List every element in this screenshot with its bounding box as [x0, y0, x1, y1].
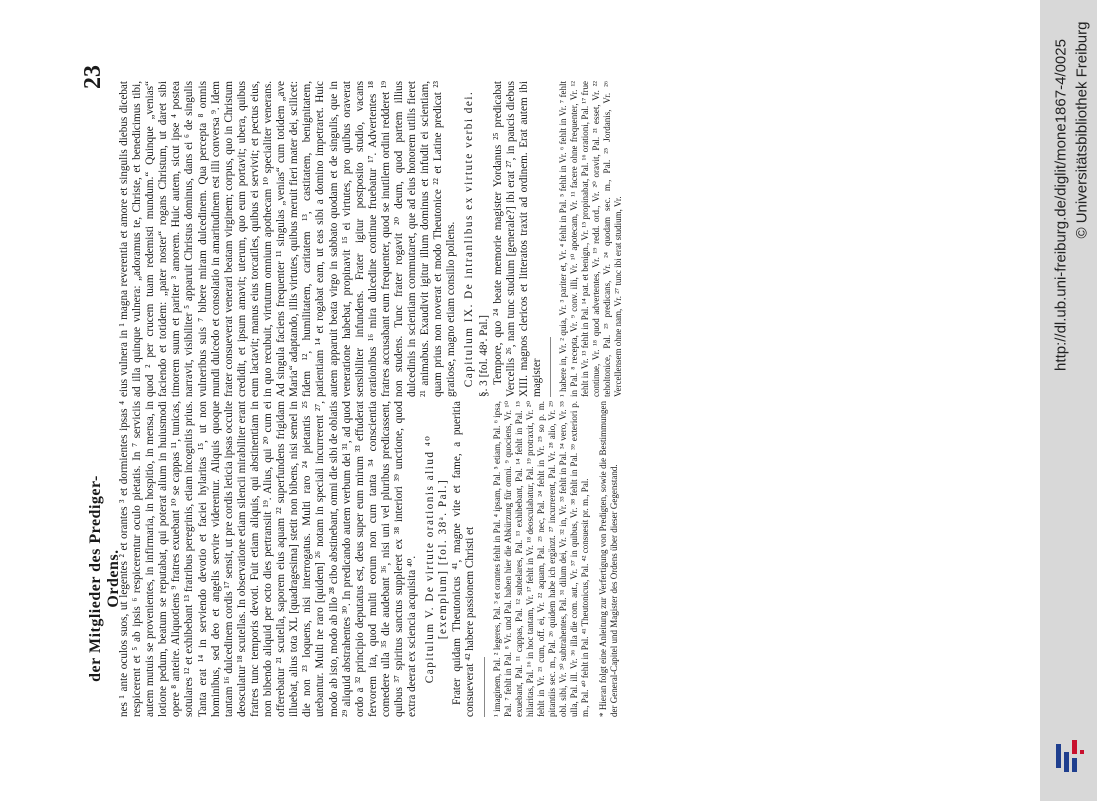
left-footnotes: ¹ imaginem, Pal. ² legeres, Pal. ³ et orantes fehlt in Pal. ⁴ ipsam, Pal. ⁵ etiam, Pal. ⁶ ipsa, Pal. ⁷ fehlt in Pal. ⁸ Vr. und Pal. haben hier die Abkürzung für omni. ⁹ quociens, Vr. ¹⁰ exuebant, Pal. ¹¹ cappas, Pal. ¹² subtelares, Pal. ¹³ exhibebant, Pal. ¹⁴ fehlt in Pal. ¹⁵ hilaritas, Pal. ¹⁶ in hoc tantam, Vr. ¹⁷ fehlt in Vr. ¹⁸ deosculabatur, Pal. ¹⁹ protraxit, Vr. ²⁰ fehlt in Vr. ²¹ cum, off. ei, Vr. ²² aquam, Pal. ²³ nec, Pal. ²⁴ fehlt in Vr. ²⁵ so p. m. pitantiis sec. m., Pal. ²⁶ quidem habe ich ergänzt. ²⁷ incurrerent, Pal. Vr. ²⁸ alio, Vr. ²⁹ obl. sibi, Vr. ³⁰ subtrahentes, Pal. ³¹ dilum dei, Vr. ³² in, Vr. ³³ fehlt in Pal. ³⁴ vero, Vr. ³⁵ ulla, Pal. ill. Vr. ³⁶ illa die com. aut., Vr. ³⁷ in quibus, Vr. ³⁸ fehlt in Pal. ³⁹ exteriori p. m., Pal. ⁴⁰ fehlt in Pal. ⁴¹ Theutonicus, Pal. ⁴² consuesit pr. m., Pal.: [491, 401, 590, 717]
left-paragraph: nes ¹ ante oculos suos, ut legentes ² et orantes ³ et dormientes ipsas ⁴ respicerent et ⁵ ab ipsis ⁶ respicerentur oculo pietatis. In ⁷ serviciis autem mutuis se provenientes, in infirmaria, in hospitio, in mensa, in lotione pedum, beatum se reputabat, qui poterat alium in huiusmodi opere ⁸ anteire. Aliquotiens ⁹ fratres exuebant ¹⁰ se cappas ¹¹, tunicas, sotulares ¹² et exhibebant ¹³ fratribus peregrinis, etiam incognitis prius. Tanta erat ¹⁴ in serviendo devotio et faciei hylaritas ¹⁵, ut non hominibus, sed deo et angelis servire viderentur. Aliquis quoque tantam ¹⁶ dulcedinem cordis ¹⁷ sensit, ut pre cordis leticia ipsas occulte deosculatur ¹⁸ scutellas. In observatione etiam silencii mirabiliter erant fratres tunc temporis devoti. Fuit etiam aliquis, qui abstinentiam in non bibendo aliquid per octo dies pertransiit ¹⁹. Alius, qui ²⁰ cum ei offerebatur ²¹ scutella, saporem eius aquam ²² superfundens frigidam illuebat, alius tota XL [quadragesima] stetit non bibens, nisi semel in die non ²³ loquens, nisi interrogatus. Multi raro ²⁴ pietantis ²⁵ utebantur. Multi ne raro [quidem] ²⁶ notam in speciali incurrerent ²⁷, modo ab isto, modo ab illo ²⁸ cibo abstinebant, omni die sibi de oblatis ²⁹ aliquid abstrahentes ³⁰. In predicando autem verbum dei ³¹, ad quod ordo a ³² principio deputatus est, deus super eum mirum ³³ effuderat fervorem ita, quod multi eorum non cum tanta ³⁴ conscientia comedere ulla ³⁵ die audebant ³⁶, nisi uni vel pluribus predicassent, quibus ³⁷ spiritus sanctus suppleret ex ³⁸ interiori ³⁹ unctione, quod extra deerat ex sciencia acquisita ⁴⁰.: [118, 401, 419, 717]
footnote-separator: [484, 657, 485, 717]
page-number: 23: [80, 65, 106, 89]
right-column: [118, 81, 918, 397]
left-note: * Hieran folgt eine Anleitung zur Verfertigung von Predigten, sowie die Bestimmungen der General-Capitel und Magister des Ordens über dieser Gegenstand.: [597, 401, 619, 717]
library-sidebar: [1040, 0, 1097, 801]
footnote-separator: [550, 337, 551, 397]
chapter-title-v: Capitulum V. De virtute orationis aliud ⁴⁰ [exemplum] [fol. 38ᵃ. Pal.]: [424, 434, 450, 684]
chapter-ix-ref: §. 3 [fol. 48ᵃ. Pal.]: [477, 315, 490, 397]
permalink-url[interactable]: http://dl.ub.uni-freiburg.de/diglit/mone1867-4/0025: [1052, 38, 1069, 371]
copyright-notice: © Universitätsbibliothek Freiburg: [1073, 21, 1090, 238]
right-footnotes: ¹ habere in, Vr. ² quia, Vr. ³ pariter et, Vr. ⁴ fehlt in Pal. ⁵ fehlt in Vr. ⁶ fehlt in Vr. ⁷ fehlt in Pal. ⁸ recepta, Vr. ⁹ conv. illi, Vr. ¹⁰ apotecam, Vr. ¹¹ facere ohne frequenter, Vr. ¹² fehlt in Vr. ¹³ fehlt in Pal. ¹⁴ pat. et benign., Vr. ¹⁵ propinabat, Pal. ¹⁶ orationi, Pal. ¹⁷ frue continue, Vr. ¹⁸ quod advertentes, Vr. ¹⁹ redd. ord., Vr. ²⁰ oravit, Pal. ²¹ esset, Vr. ²² teholtonice, Pal. ²³ predicans, Vr. ²⁴ quodam sec. m., Pal. ²⁵ Jordanis, Vr. ²⁶ Vercellensem ohne nam, Vr. ²⁷ tunc ibi erat studium, Vr.: [558, 81, 623, 397]
left-column: [118, 401, 918, 717]
running-head: der Mitglieder des Prediger-Ordens.: [87, 475, 122, 682]
chapter-v-text: Frater quidam Theutonicus ⁴¹, magne vite et fame, a pueritia consueverat ⁴² habere passionem Christi et: [451, 401, 477, 717]
chapter-ix-text: Tempore, quo ²⁴ beate memorie magister Yordanus ²⁵ predicabat Vercellis ²⁶, nam tunc studium [generale?] ibi erat ²⁷, in paucis diebus XIII. magnos clericos et litteratos traxit ad ordinem. Erat autem ibi magister: [491, 81, 543, 397]
right-paragraph: eius vulnera in ¹ magna reverentia et amore et singulis diebus dicebat ad illa quinque vulnera: „adoramus te, Christe, et benedicimus tibi, quod ² per crucem tuam redemisti mundum.“ Quinque „venias“ faciendo et totidem: „pater noster“ rogans Christum, ut daret sibi timorem suum et pariter ³ amorem. Huic autem, sicut ipse ⁴ postea narravit, visibiliter ⁵ apparuit Christus dominus, dans ei ⁶ de singulis vulneribus suis ⁷ bibere miram dulcedinem. Qua percepta ⁸ omnis mundi dulcedo et consolatio in amaritudinem est illi conversa ⁹. Idem frater consueverat venerari beatam virginem; corpus, quo in Christum credidit, et ipsum amavit; uterum, quo eum portavit; ubera, quibus eum lactavit; manus eius torcatiles, quibus ei servivit; et pectus eius, in quo recubuit, virtutum omnium apothecam ¹⁰ specialiter venerans. Ad singula faciens frequenter ¹¹ singulas „venias“ cum totidem „ave Maria“ adaptando, illis virtutes, quibus meruit fieri mater dei, scilicet: fidem ¹², humilitatem, caritatem ¹³, castitatem, benignitatem, patientiam ¹⁴ et rogabat eam, ut eas sibi a domino impetraret. Huic autem apparuit beata virgo in sabbato quodam et de singulis, que in veneratione habebat, propinavit ¹⁵ ei virtutes, pro quibus oraverat sensibiliter infundens. Frater igitur postposito studio, vacans orationibus ¹⁶ mira dulcedine continue fruebatur ¹⁷. Advertentes ¹⁸ fratres accusabant eum frequenter, quod se inutilem ordini redderet ¹⁹ non studens. Tunc frater rogavit ²⁰ deum, quod partem illius dulcedinis in scientiam commutaret, que ad eius honorem utilis fieret ²¹ animabus. Exaudivit igitur illum dominus et infudit ei scientiam, quam prius non noverat et modo Theutonice ²² et Latine predicat ²³ gratiose, magno etiam consilio pollens.: [118, 81, 458, 397]
chapter-title-ix: Capitulum IX. De intranlibus ex virtute verbi dei.: [463, 90, 476, 388]
ub-freiburg-logo-icon: [1050, 736, 1086, 776]
